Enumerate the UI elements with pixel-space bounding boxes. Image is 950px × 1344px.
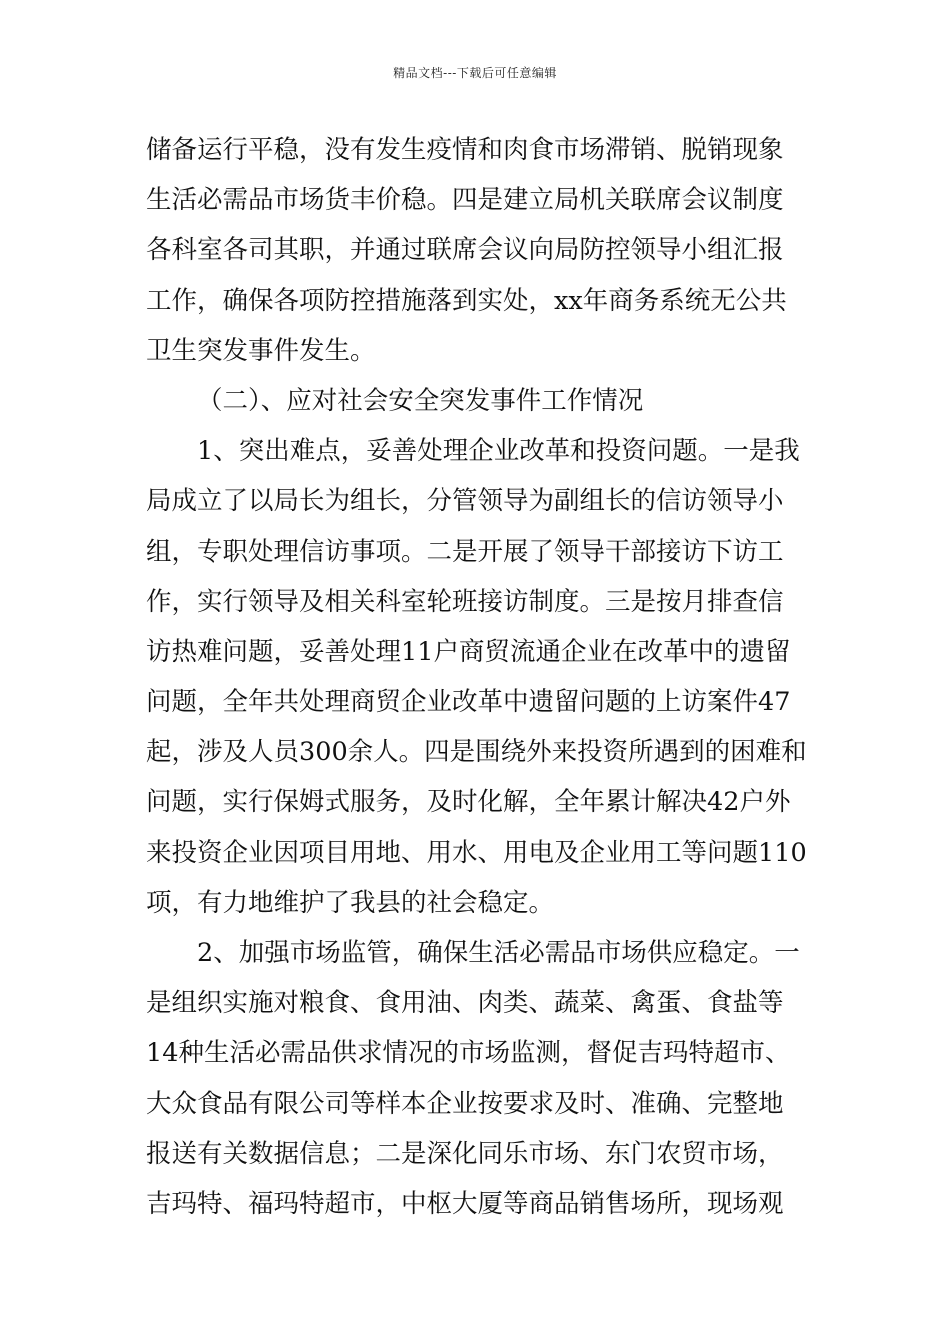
text-line: 生活必需品市场货丰价稳。四是建立局机关联席会议制度 [146, 185, 784, 216]
text-line: 局成立了以局长为组长，分管领导为副组长的信访领导小 [146, 486, 784, 517]
body-text [146, 125, 816, 1229]
text-line: 访热难问题，妥善处理11户商贸流通企业在改革中的遗留 [146, 636, 791, 667]
text-line: 来投资企业因项目用地、用水、用电及企业用工等问题110 [146, 837, 807, 868]
text-line: 14种生活必需品供求情况的市场监测，督促吉玛特超市、 [146, 1038, 791, 1069]
text-line: 问题，实行保姆式服务，及时化解，全年累计解决42户外 [146, 787, 791, 818]
text-line: 是组织实施对粮食、食用油、肉类、蔬菜、禽蛋、食盐等 [146, 988, 784, 1019]
text-line: 卫生突发事件发生。 [146, 335, 376, 366]
section-heading: （二）、应对社会安全突发事件工作情况 [197, 385, 644, 416]
page-header: 精品文档---下载后可任意编辑 [393, 66, 557, 80]
text-line: 问题，全年共处理商贸企业改革中遗留问题的上访案件47 [146, 687, 791, 718]
text-line: 组，专职处理信访事项。二是开展了领导干部接访下访工 [146, 536, 784, 567]
text-line: 项，有力地维护了我县的社会稳定。 [146, 887, 555, 918]
text-line: 大众食品有限公司等样本企业按要求及时、准确、完整地 [146, 1088, 784, 1119]
text-line: 各科室各司其职，并通过联席会议向局防控领导小组汇报 [146, 235, 784, 266]
paragraph-start: 2、加强市场监管，确保生活必需品市场供应稳定。一 [197, 938, 800, 968]
paragraph-start: 1、突出难点，妥善处理企业改革和投资问题。一是我 [197, 436, 800, 467]
text-line: 报送有关数据信息；二是深化同乐市场、东门农贸市场， [146, 1138, 784, 1169]
text-line: 起，涉及人员300余人。四是围绕外来投资所遇到的困难和 [146, 737, 807, 768]
text-line: 作，实行领导及相关科室轮班接访制度。三是按月排查信 [146, 586, 784, 617]
text-line: 工作，确保各项防控措施落到实处，xx年商务系统无公共 [146, 285, 787, 316]
text-line: 储备运行平稳，没有发生疫情和肉食市场滞销、脱销现象 [146, 135, 784, 165]
text-line: 吉玛特、福玛特超市，中枢大厦等商品销售场所，现场观 [146, 1188, 784, 1219]
